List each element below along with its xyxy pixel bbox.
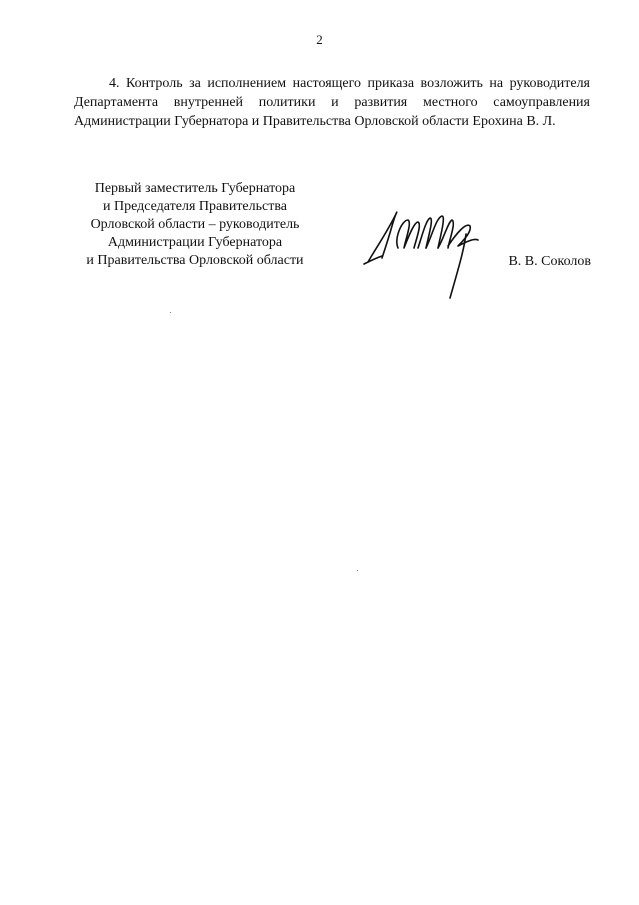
signatory-title-line: Первый заместитель Губернатора <box>94 181 296 196</box>
handwritten-signature-icon <box>362 198 492 308</box>
page-number: 2 <box>316 32 323 47</box>
scan-speck <box>357 570 358 571</box>
order-paragraph-4: 4. Контроль за исполнением настоящего приказа возложить на руководителя Департамента внутренней политики и развития местного самоуправления Администрации Губернатора и Правительства Орловской области Ерохина В. Л. <box>74 76 590 129</box>
signatory-title <box>40 180 350 270</box>
scan-speck <box>170 312 171 313</box>
signatory-title-line: Орловской области – руководитель <box>90 217 300 232</box>
signatory-title-line: и Председателя Правительства <box>102 199 287 214</box>
signatory-title-line: Администрации Губернатора <box>107 235 283 250</box>
signatory-name: В. В. Соколов <box>508 254 591 269</box>
signatory-title-line: и Правительства Орловской области <box>86 253 304 268</box>
